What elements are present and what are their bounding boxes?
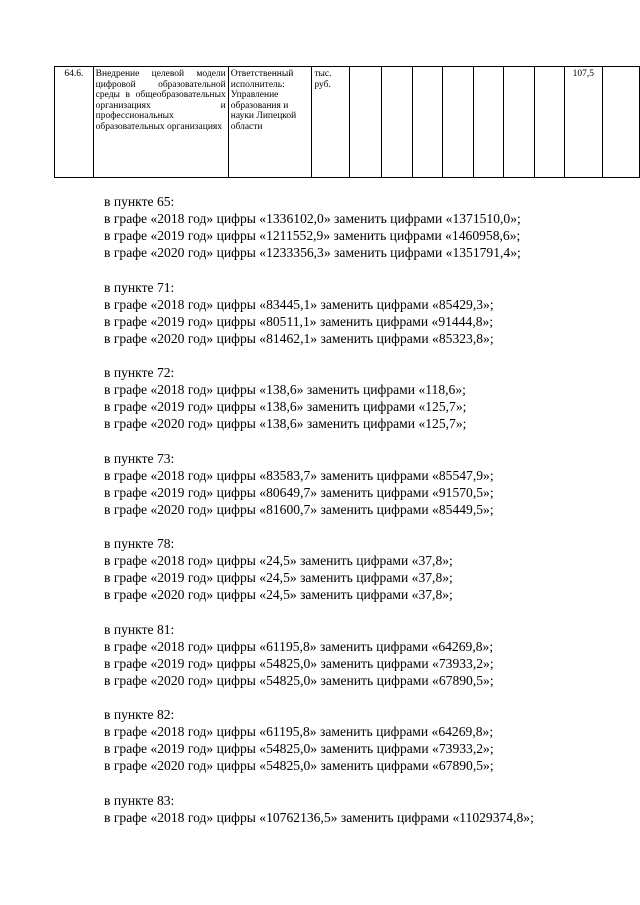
amendment-line: в графе «2020 год» цифры «54825,0» заменить цифрами «67890,5»; (104, 758, 494, 773)
amendment-line: в графе «2018 год» цифры «61195,8» заменить цифрами «64269,8»; (104, 638, 494, 654)
section-heading: в пункте 82: (104, 707, 175, 722)
amendment-section (104, 279, 604, 347)
measure-name: Внедрение целевой модели цифровой образовательной среды в общеобразовательных организациях и профессиональных образовательных организациях (93, 67, 228, 178)
amendment-line: в графе «2018 год» цифры «138,6» заменить цифрами «118,6»; (104, 382, 466, 397)
program-table (54, 66, 640, 178)
amendment-section (104, 364, 604, 432)
amendment-section (104, 792, 604, 826)
amendment-line: в графе «2018 год» цифры «10762136,5» заменить цифрами «11029374,8»; (104, 809, 534, 825)
section-heading: в пункте 65: (104, 194, 175, 209)
amendment-section (104, 706, 604, 774)
row-number: 64.6. (55, 67, 94, 178)
amendment-line: в графе «2019 год» цифры «1211552,9» заменить цифрами «1460958,6»; (104, 228, 521, 243)
value-cell (473, 67, 503, 178)
amendment-line: в графе «2019 год» цифры «24,5» заменить цифрами «37,8»; (104, 570, 453, 585)
amendment-line: в графе «2020 год» цифры «81462,1» заменить цифрами «85323,8»; (104, 330, 494, 346)
amendment-line: в графе «2020 год» цифры «1233356,3» заменить цифрами «1351791,4»; (104, 245, 521, 260)
value-cell (534, 67, 564, 178)
section-heading: в пункте 71: (104, 279, 175, 295)
value-cell (412, 67, 442, 178)
amendment-line: в графе «2019 год» цифры «80511,1» заменить цифрами «91444,8»; (104, 313, 494, 329)
table-row (55, 67, 640, 178)
section-heading: в пункте 81: (104, 621, 175, 637)
amendment-line: в графе «2020 год» цифры «81600,7» заменить цифрами «85449,5»; (104, 501, 494, 517)
amendment-line: в графе «2018 год» цифры «1336102,0» заменить цифрами «1371510,0»; (104, 211, 521, 226)
section-heading: в пункте 72: (104, 365, 175, 380)
value-cell (350, 67, 382, 178)
amendments-text (104, 193, 604, 843)
amendment-section (104, 450, 604, 518)
section-heading: в пункте 83: (104, 792, 175, 808)
value-cell (443, 67, 473, 178)
amendment-line: в графе «2019 год» цифры «54825,0» заменить цифрами «73933,2»; (104, 655, 494, 671)
section-heading: в пункте 73: (104, 450, 175, 466)
amendment-section (104, 621, 604, 689)
amendment-line: в графе «2020 год» цифры «24,5» заменить цифрами «37,8»; (104, 587, 453, 602)
amendment-section (104, 193, 604, 261)
value-cell (504, 67, 534, 178)
section-heading: в пункте 78: (104, 536, 175, 551)
responsible-executor: Ответственный исполнитель: Управление образования и науки Липецкой области (228, 67, 312, 178)
amendment-line: в графе «2018 год» цифры «24,5» заменить цифрами «37,8»; (104, 553, 453, 568)
value-cell (382, 67, 412, 178)
amendment-line: в графе «2018 год» цифры «83583,7» заменить цифрами «85547,9»; (104, 467, 494, 483)
value-cell: 107,5 (564, 67, 602, 178)
amendment-line: в графе «2019 год» цифры «138,6» заменить цифрами «125,7»; (104, 399, 467, 414)
amendment-line: в графе «2020 год» цифры «138,6» заменить цифрами «125,7»; (104, 416, 467, 431)
value-cell (602, 67, 639, 178)
unit-of-measure: тыс. руб. (312, 67, 350, 178)
amendment-line: в графе «2018 год» цифры «61195,8» заменить цифрами «64269,8»; (104, 724, 494, 739)
amendment-line: в графе «2019 год» цифры «54825,0» заменить цифрами «73933,2»; (104, 741, 494, 756)
amendment-section (104, 535, 604, 603)
amendment-line: в графе «2018 год» цифры «83445,1» заменить цифрами «85429,3»; (104, 296, 494, 312)
amendment-line: в графе «2020 год» цифры «54825,0» заменить цифрами «67890,5»; (104, 672, 494, 688)
amendment-line: в графе «2019 год» цифры «80649,7» заменить цифрами «91570,5»; (104, 484, 494, 500)
